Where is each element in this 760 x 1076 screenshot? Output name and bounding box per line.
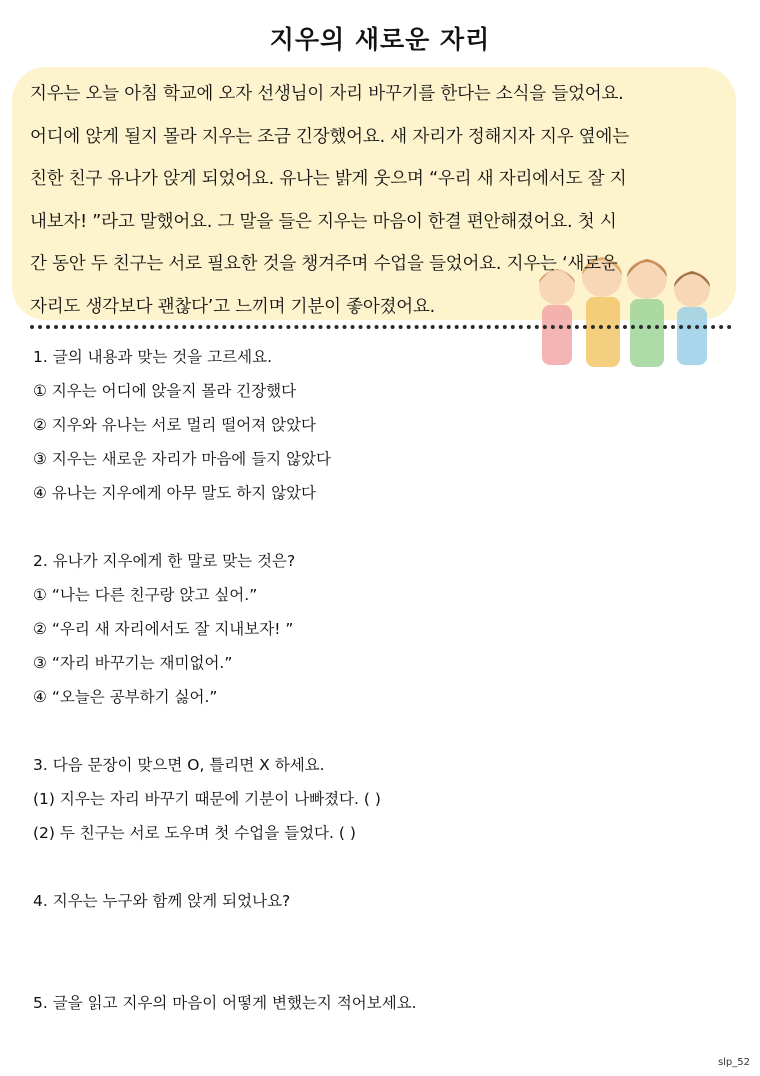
question-2-option[interactable]: ④ “오늘은 공부하기 싫어.”: [33, 688, 218, 706]
story-paragraph: [30, 73, 730, 328]
question-2-option[interactable]: ① “나는 다른 친구랑 앉고 싶어.”: [33, 586, 258, 604]
question-1-prompt: 1. 글의 내용과 맞는 것을 고르세요.: [33, 348, 273, 366]
page-code: slp_52: [717, 1057, 750, 1068]
question-1-option[interactable]: ③ 지우는 새로운 자리가 마음에 들지 않았다: [33, 450, 331, 468]
story-line: 지우는 오늘 아침 학교에 오자 선생님이 자리 바꾸기를 한다는 소식을 들었어요.: [30, 84, 624, 104]
question-3-prompt: 3. 다음 문장이 맞으면 O, 틀리면 X 하세요.: [33, 756, 325, 774]
story-line: 어디에 앉게 될지 몰라 지우는 조금 긴장했어요. 새 자리가 정해지자 지우 옆에는: [30, 126, 629, 147]
story-line: 자리도 생각보다 괜찮다’고 느끼며 기분이 좋아졌어요.: [30, 296, 436, 317]
story-box: [12, 67, 736, 320]
page-title: 지우의 새로운 자리: [269, 25, 491, 54]
question-1-option[interactable]: ① 지우는 어디에 앉을지 몰라 긴장했다: [33, 382, 297, 400]
question-4-prompt: 4. 지우는 누구와 함께 앉게 되었나요?: [33, 892, 291, 910]
spacer: [33, 855, 733, 889]
story-line: 내보자! ”라고 말했어요. 그 말을 들은 지우는 마음이 한결 편안해졌어요. 첫 시: [30, 211, 617, 232]
questions-section: [33, 345, 733, 1025]
question-1-option[interactable]: ② 지우와 유나는 서로 멀리 떨어져 앉았다: [33, 416, 317, 434]
spacer: [33, 719, 733, 753]
dotted-divider: [30, 325, 732, 329]
question-2-prompt: 2. 유나가 지우에게 한 말로 맞는 것은?: [33, 552, 296, 570]
story-line: 친한 친구 유나가 앉게 되었어요. 유나는 밝게 웃으며 “우리 새 자리에서도 잘 지: [30, 169, 627, 189]
question-5-prompt: 5. 글을 읽고 지우의 마음이 어떻게 변했는지 적어보세요.: [33, 994, 417, 1012]
question-3-item[interactable]: (1) 지우는 자리 바꾸기 때문에 기분이 나빠졌다. ( ): [33, 790, 381, 808]
question-3-item[interactable]: (2) 두 친구는 서로 도우며 첫 수업을 들었다. ( ): [33, 824, 356, 842]
question-1-option[interactable]: ④ 유나는 지우에게 아무 말도 하지 않았다: [33, 484, 317, 502]
spacer: [33, 515, 733, 549]
answer-space[interactable]: [33, 923, 733, 991]
question-2-option[interactable]: ② “우리 새 자리에서도 잘 지내보자! ”: [33, 620, 294, 638]
question-2-option[interactable]: ③ “자리 바꾸기는 재미없어.”: [33, 654, 233, 672]
story-line: 간 동안 두 친구는 서로 필요한 것을 챙겨주며 수업을 들었어요. 지우는 ‘새로운: [30, 254, 618, 274]
